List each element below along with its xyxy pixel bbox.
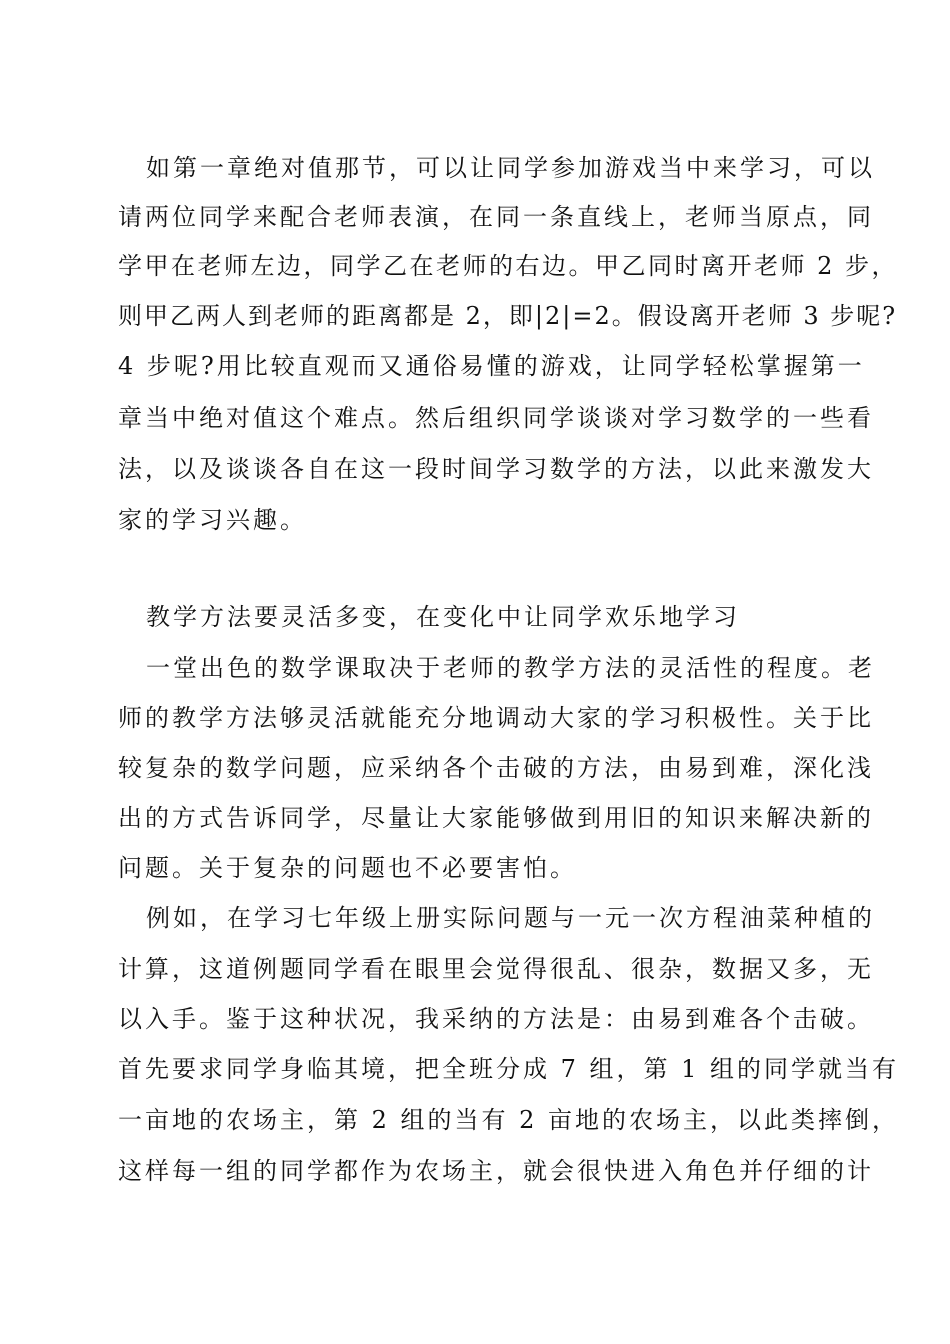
paragraph3-line-6: 这样每一组的同学都作为农场主，就会很快进入角色并仔细的计	[118, 1157, 874, 1185]
section-heading: 教学方法要灵活多变，在变化中让同学欢乐地学习	[146, 603, 740, 631]
paragraph1-line-3: 学甲在老师左边，同学乙在老师的右边。甲乙同时离开老师 2 步，	[118, 252, 899, 280]
paragraph1-line-4: 则甲乙两人到老师的距离都是 2，即|2|=2。假设离开老师 3 步呢?	[118, 302, 898, 330]
paragraph1-line-6: 章当中绝对值这个难点。然后组织同学谈谈对学习数学的一些看	[118, 404, 874, 432]
paragraph3-line-1: 例如，在学习七年级上册实际问题与一元一次方程油菜种植的	[146, 904, 875, 932]
paragraph2-line-1: 一堂出色的数学课取决于老师的教学方法的灵活性的程度。老	[146, 654, 875, 682]
paragraph2-line-4: 出的方式告诉同学，尽量让大家能够做到用旧的知识来解决新的	[118, 804, 874, 832]
paragraph1-line-7: 法，以及谈谈各自在这一段时间学习数学的方法，以此来激发大	[118, 455, 874, 483]
paragraph2-line-5: 问题。关于复杂的问题也不必要害怕。	[118, 854, 577, 882]
paragraph1-line-8: 家的学习兴趣。	[118, 506, 307, 534]
paragraph3-line-3: 以入手。鉴于这种状况，我采纳的方法是：由易到难各个击破。	[118, 1005, 874, 1033]
paragraph1-line-2: 请两位同学来配合老师表演，在同一条直线上，老师当原点，同	[118, 203, 874, 231]
paragraph3-line-5: 一亩地的农场主，第 2 组的当有 2 亩地的农场主，以此类摔倒，	[118, 1106, 900, 1134]
paragraph2-line-3: 较复杂的数学问题，应采纳各个击破的方法，由易到难，深化浅	[118, 754, 874, 782]
paragraph1-line-5: 4 步呢?用比较直观而又通俗易懂的游戏，让同学轻松掌握第一	[118, 352, 865, 380]
paragraph3-line-2: 计算，这道例题同学看在眼里会觉得很乱、很杂，数据又多，无	[118, 955, 874, 983]
paragraph1-line-1: 如第一章绝对值那节，可以让同学参加游戏当中来学习，可以	[146, 154, 875, 182]
paragraph3-line-4: 首先要求同学身临其境，把全班分成 7 组，第 1 组的同学就当有	[118, 1055, 900, 1083]
paragraph2-line-2: 师的教学方法够灵活就能充分地调动大家的学习积极性。关于比	[118, 704, 874, 732]
